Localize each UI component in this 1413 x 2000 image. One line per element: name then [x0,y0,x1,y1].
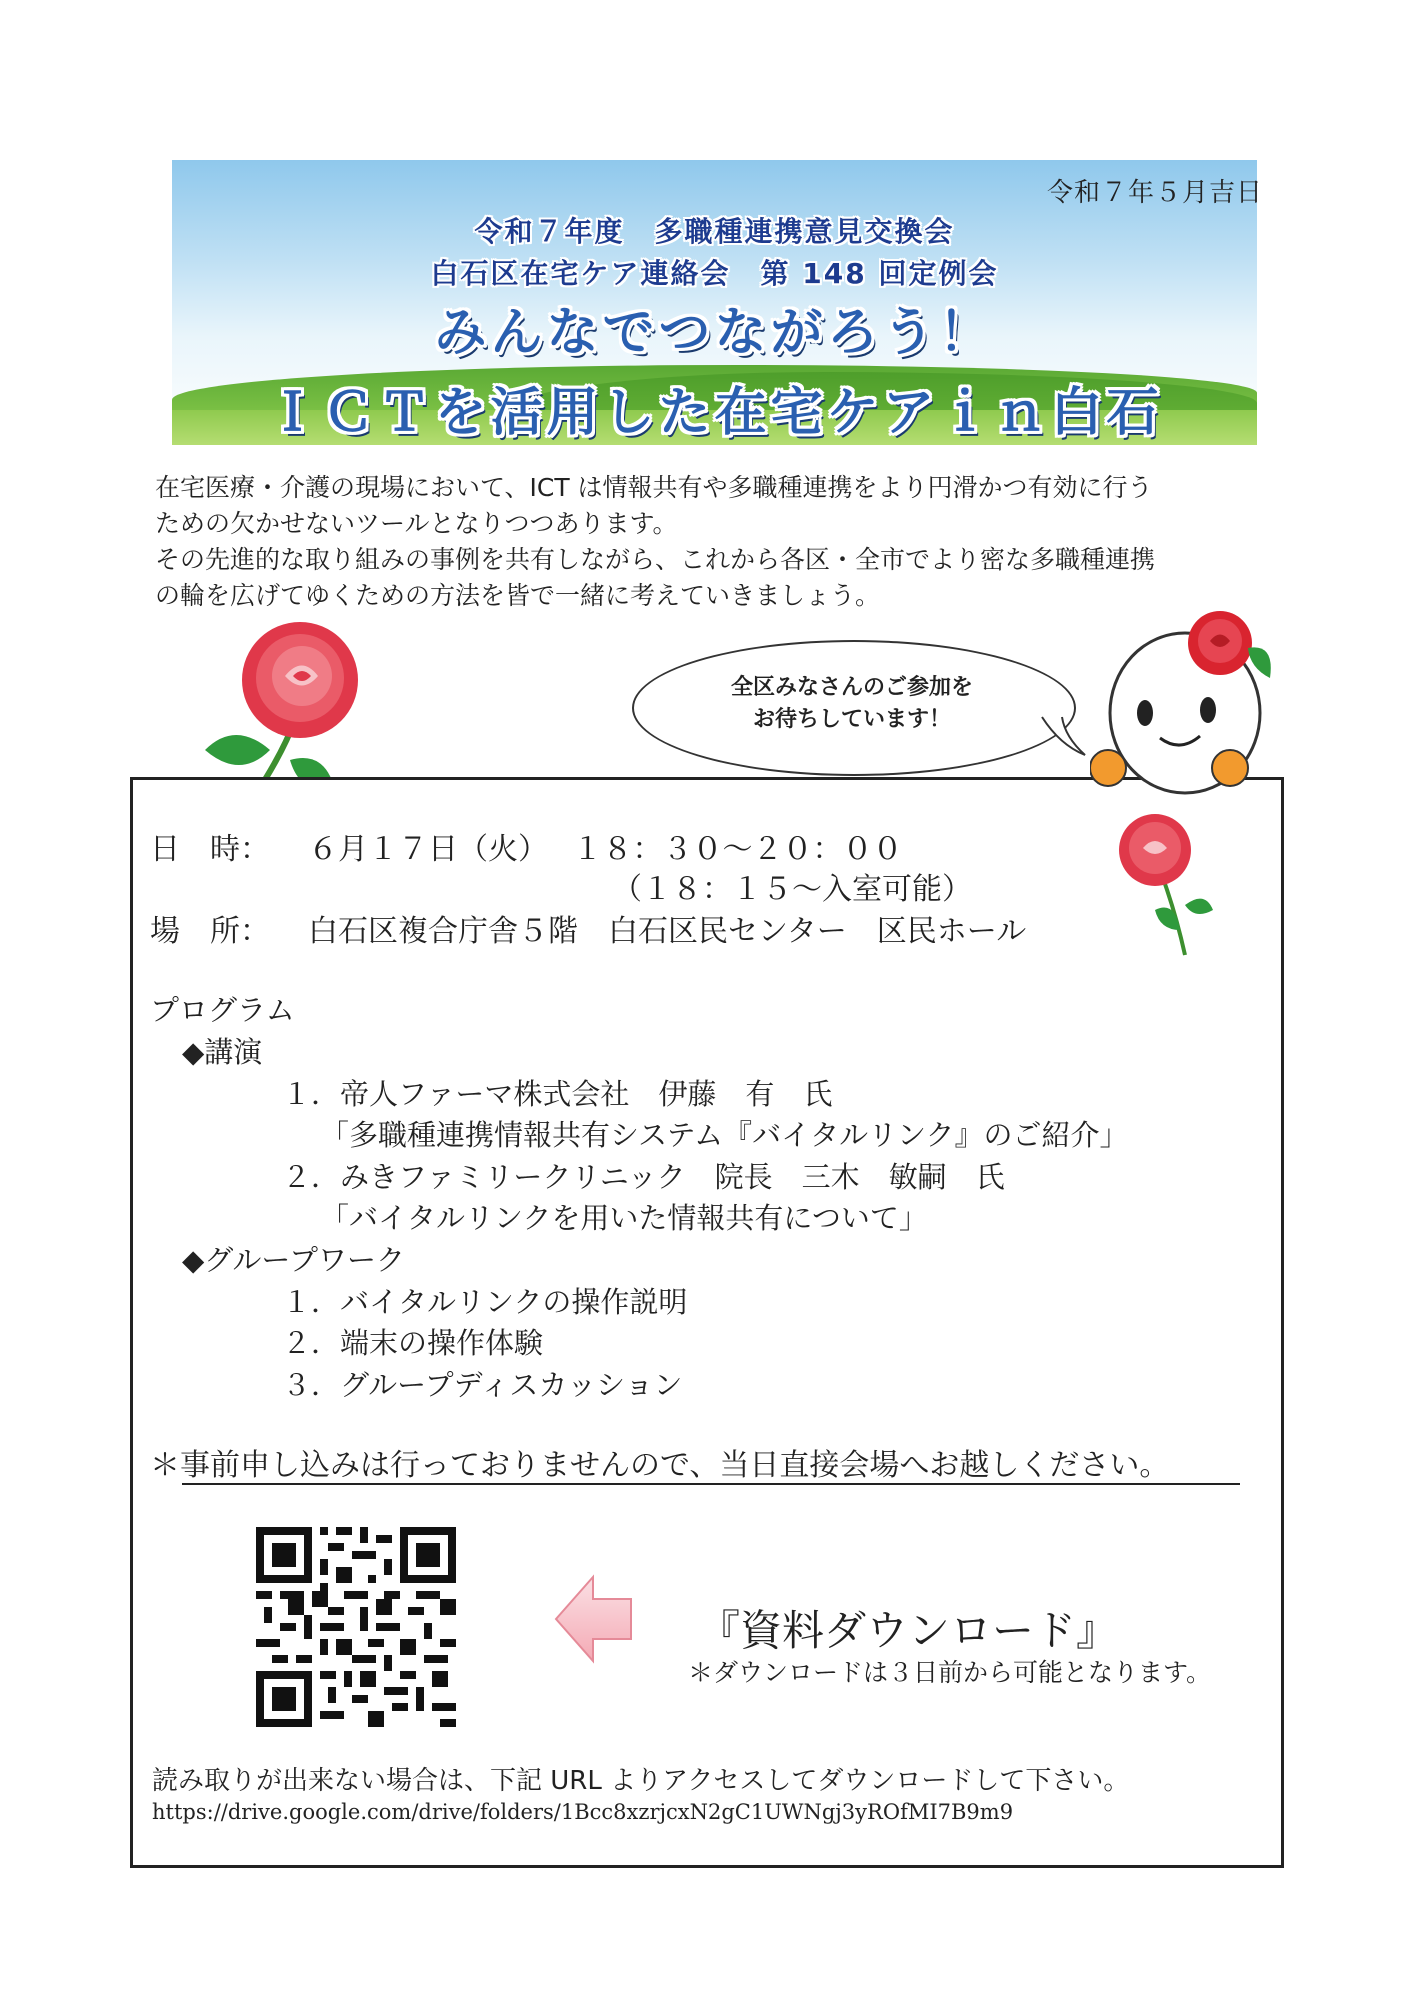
group-item: ３．グループディスカッション [282,1368,683,1402]
rose-icon [1105,810,1215,960]
intro-text [155,470,1270,614]
date-row [150,830,903,870]
download-note: ＊ダウンロードは３日前から可能となります。 [688,1658,1212,1687]
bubble-line: お待ちしています！ [752,707,951,732]
download-title: 『資料ダウンロード』 [698,1606,1119,1655]
place-value: 白石区複合庁舎５階 白石区民センター 区民ホール [308,914,1027,949]
issue-date: 令和７年５月吉日 [1046,178,1263,208]
lecture-heading: ◆講演 [182,1035,263,1069]
main-title-line1: みんなでつながろう！ [434,303,995,363]
intro-line: の輪を広げてゆくための方法を皆で一緒に考えていきましょう。 [155,581,881,610]
bubble-text [632,672,1072,736]
fallback-instructions: 読み取りが出来ない場合は、下記 URL よりアクセスしてダウンロードして下さい。 [152,1766,1130,1796]
intro-line: ための欠かせないツールとなりつつあります。 [155,509,678,538]
group-item: ２．端末の操作体験 [282,1326,544,1360]
intro-line: その先進的な取り組みの事例を共有しながら、これから各区・全市でより密な多職種連携 [155,545,1156,574]
place-row [150,912,1026,952]
subtitle-line2: 白石区在宅ケア連絡会 第 148 回定例会 [430,257,999,290]
program-heading: プログラム [150,993,295,1027]
lecture-item: ２．みきファミリークリニック 院長 三木 敏嗣 氏 [282,1160,1005,1194]
lecture-item: １．帝人ファーマ株式会社 伊藤 有 氏 [282,1077,833,1111]
left-arrow-icon [553,1573,635,1665]
download-url-link[interactable]: https://drive.google.com/drive/folders/1Bcc8xzrjcxN2gC1UWNgj3yROfMI7B9m9 [152,1800,1014,1824]
lecture-title: 「多職種連携情報共有システム『バイタルリンク』のご紹介」 [320,1118,1129,1152]
bubble-line: 全区みなさんのご参加を [730,675,973,700]
group-item: １．バイタルリンクの操作説明 [282,1285,688,1319]
group-heading: ◆グループワーク [182,1243,405,1277]
lecture-title: 「バイタルリンクを用いた情報共有について」 [320,1201,928,1235]
registration-notice: ＊事前申し込みは行っておりませんので、当日直接会場へお越しください。 [150,1448,1170,1483]
mascot-icon [1090,608,1280,798]
qr-code[interactable] [256,1527,456,1727]
intro-line: 在宅医療・介護の現場において、ICT は情報共有や多職種連携をより円滑かつ有効に行う [155,473,1153,502]
main-title-line2: ＩＣＴを活用した在宅ケアｉｎ白石 [266,383,1163,443]
subtitle-line1: 令和７年度 多職種連携意見交換会 [474,215,955,248]
notice-underline [182,1483,1240,1485]
date-value: ６月１７日（火） １８：３０～２０：００ [308,832,903,867]
date-label: 日 時： [150,832,270,867]
place-label: 場 所： [150,914,270,949]
entry-time-note: （１８：１５～入室可能） [612,872,972,907]
